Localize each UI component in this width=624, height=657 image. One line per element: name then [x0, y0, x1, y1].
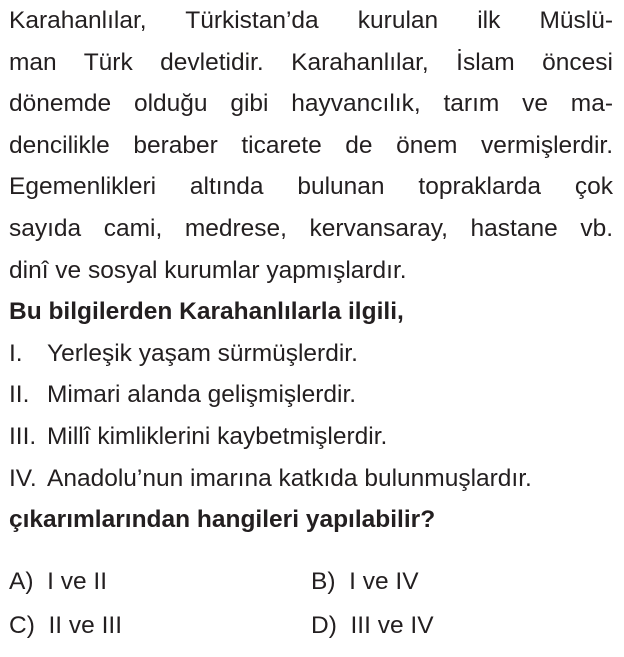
question-prompt: çıkarımlarından hangileri yapılabilir? [9, 506, 436, 534]
options-row [9, 560, 613, 604]
statement-text: Yerleşik yaşam sürmüşlerdir. [47, 339, 358, 367]
statement-text: Millî kimliklerini kaybetmişlerdir. [47, 422, 388, 450]
option-a[interactable] [9, 560, 311, 604]
option-letter: D) [311, 612, 344, 639]
statement-number: II. [9, 381, 30, 409]
option-letter: C) [9, 612, 42, 639]
statement-item [9, 458, 613, 500]
option-d[interactable] [311, 604, 613, 648]
statement-item [9, 416, 613, 458]
option-text: II ve III [48, 612, 123, 639]
passage-line: dönemde olduğu gibi hayvancılık, tarım ve ma- [9, 90, 613, 118]
option-b[interactable] [311, 560, 613, 604]
answer-options [9, 560, 613, 648]
question-block [9, 0, 613, 541]
passage-line: sayıda cami, medrese, kervansaray, hastane vb. [9, 214, 613, 242]
statement-number: IV. [9, 464, 37, 492]
statement-number: III. [9, 422, 37, 450]
option-text: I ve IV [349, 568, 419, 595]
passage-line: Karahanlılar, Türkistan’da kurulan ilk Müslü- [9, 7, 613, 34]
question-stem: Bu bilgilerden Karahanlılarla ilgili, [9, 298, 404, 326]
statement-item [9, 374, 613, 416]
statement-text: Anadolu’nun imarına katkıda bulunmuşlardır. [47, 464, 532, 492]
passage-line: dinî ve sosyal kurumlar yapmışlardır. [9, 256, 407, 284]
statement-number: I. [9, 339, 23, 367]
statement-list [9, 333, 613, 499]
passage-line: dencilikle beraber ticarete de önem vermişlerdir. [9, 131, 613, 159]
option-text: I ve II [47, 568, 108, 595]
option-letter: B) [311, 568, 343, 595]
passage-line: man Türk devletidir. Karahanlılar, İslam öncesi [9, 48, 613, 76]
statement-text: Mimari alanda gelişmişlerdir. [47, 381, 357, 409]
passage [9, 0, 613, 291]
option-c[interactable] [9, 604, 311, 648]
passage-line: Egemenlikleri altında bulunan topraklarda çok [9, 173, 613, 201]
option-text: III ve IV [350, 612, 434, 639]
options-row [9, 604, 613, 648]
statement-item [9, 333, 613, 375]
option-letter: A) [9, 568, 41, 595]
